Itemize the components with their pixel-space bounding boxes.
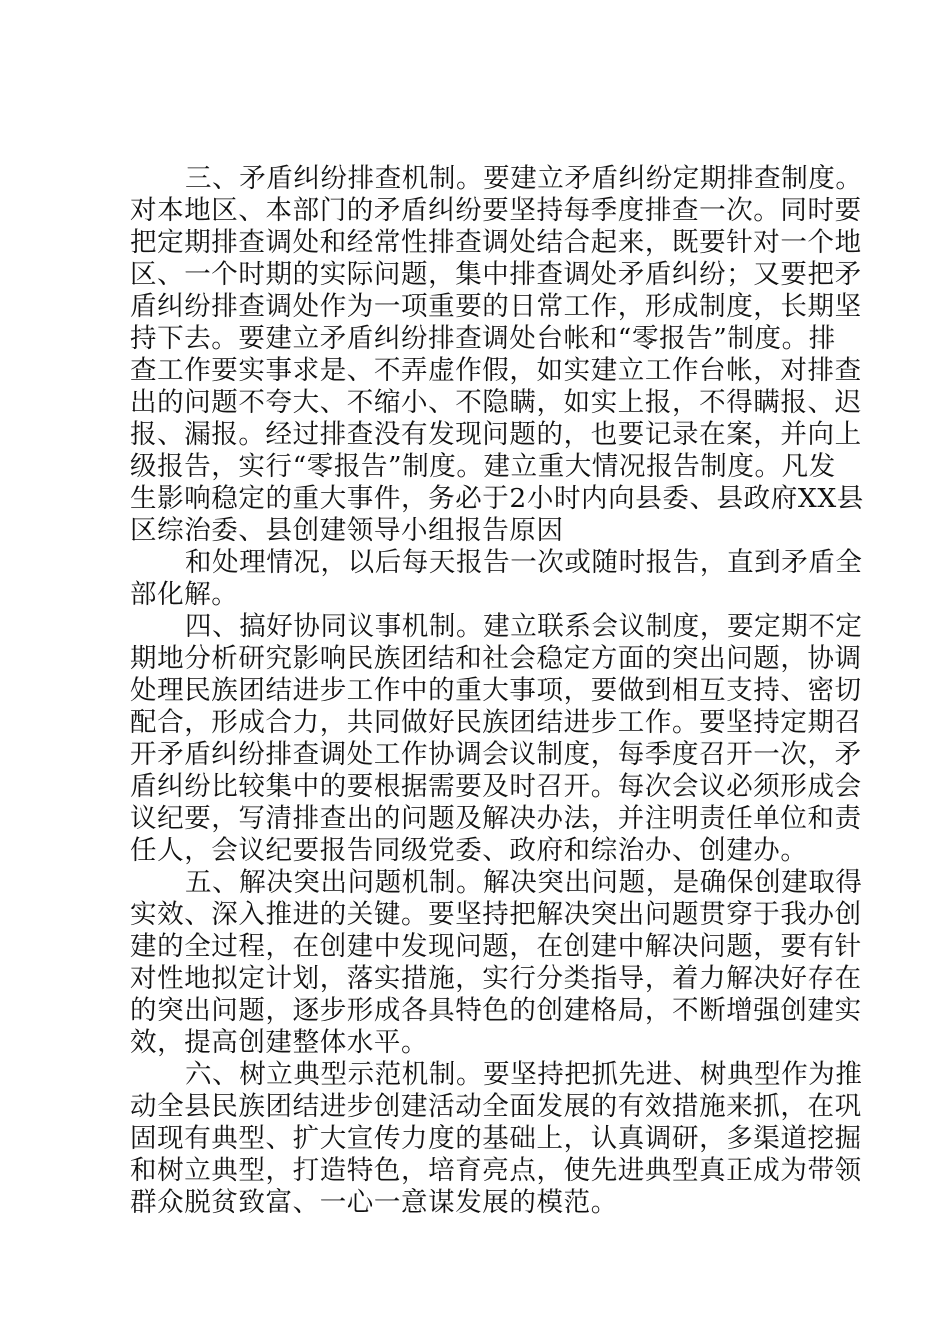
text-line: 盾纠纷排查调处作为一项重要的日常工作，形成制度，长期坚 — [130, 291, 862, 322]
text-line: 盾纠纷比较集中的要根据需要及时召开。每次会议必须形成会 — [130, 771, 862, 802]
text-line: 处理民族团结进步工作中的重大事项，要做到相互支持、密切 — [130, 675, 862, 706]
text-line: 对本地区、本部门的矛盾纠纷要坚持每季度排查一次。同时要 — [130, 195, 862, 226]
text-line: 议纪要，写清排查出的问题及解决办法，并注明责任单位和责 — [130, 803, 862, 834]
text-line: 报、漏报。经过排查没有发现问题的，也要记录在案，并向上 — [130, 419, 862, 450]
text-line: 和树立典型，打造特色，培育亮点，使先进典型真正成为带领 — [130, 1155, 862, 1186]
paragraph-3-heading-line: 三、矛盾纠纷排查机制。要建立矛盾纠纷定期排查制度。 — [185, 163, 863, 194]
text-line: 任人，会议纪要报告同级党委、政府和综治办、创建办。 — [130, 835, 808, 866]
text-line: 持下去。要建立矛盾纠纷排查调处台帐和“零报告”制度。排 — [130, 323, 836, 354]
text-line: 的突出问题，逐步形成各具特色的创建格局，不断增强创建实 — [130, 995, 862, 1026]
text-line: 区、一个时期的实际问题，集中排查调处矛盾纠纷；又要把矛 — [130, 259, 862, 290]
text-line: 期地分析研究影响民族团结和社会稳定方面的突出问题，协调 — [130, 643, 862, 674]
text-line: 部化解。 — [130, 579, 239, 610]
text-line: 效，提高创建整体水平。 — [130, 1027, 429, 1058]
text-line: 开矛盾纠纷排查调处工作协调会议制度，每季度召开一次，矛 — [130, 739, 862, 770]
text-line: 群众脱贫致富、一心一意谋发展的模范。 — [130, 1187, 618, 1218]
text-line: 动全县民族团结进步创建活动全面发展的有效措施来抓，在巩 — [130, 1091, 862, 1122]
text-line: 生影响稳定的重大事件，务必于2小时内向县委、县政府XX县 — [130, 483, 864, 514]
text-line: 出的问题不夸大、不缩小、不隐瞒，如实上报，不得瞒报、迟 — [130, 387, 862, 418]
text-line: 级报告，实行“零报告”制度。建立重大情况报告制度。凡发 — [130, 451, 836, 482]
text-line: 区综治委、县创建领导小组报告原因 — [130, 515, 564, 546]
text-line: 配合，形成合力，共同做好民族团结进步工作。要坚持定期召 — [130, 707, 862, 738]
text-line-indented: 和处理情况，以后每天报告一次或随时报告，直到矛盾全 — [185, 547, 863, 578]
text-line: 固现有典型、扩大宣传力度的基础上，认真调研，多渠道挖掘 — [130, 1123, 862, 1154]
paragraph-6-heading-line: 六、树立典型示范机制。要坚持把抓先进、树典型作为推 — [185, 1059, 863, 1090]
text-line: 对性地拟定计划，落实措施，实行分类指导，着力解决好存在 — [130, 963, 862, 994]
document-body — [130, 163, 864, 1219]
text-line: 建的全过程，在创建中发现问题，在创建中解决问题，要有针 — [130, 931, 862, 962]
text-line: 实效、深入推进的关键。要坚持把解决突出问题贯穿于我办创 — [130, 899, 862, 930]
paragraph-4-heading-line: 四、搞好协同议事机制。建立联系会议制度，要定期不定 — [185, 611, 863, 642]
text-line: 把定期排查调处和经常性排查调处结合起来，既要针对一个地 — [130, 227, 862, 258]
text-line: 查工作要实事求是、不弄虚作假，如实建立工作台帐，对排查 — [130, 355, 862, 386]
paragraph-5-heading-line: 五、解决突出问题机制。解决突出问题，是确保创建取得 — [185, 867, 863, 898]
